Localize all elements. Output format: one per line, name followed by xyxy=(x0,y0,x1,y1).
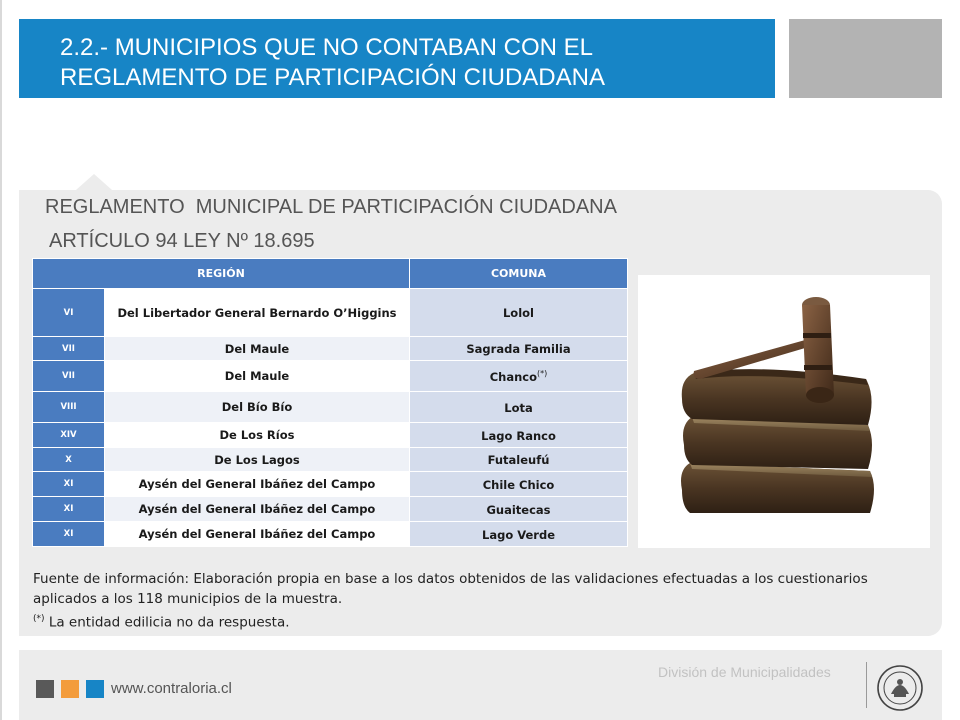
comuna-label: Lolol xyxy=(502,305,534,320)
footer-url: www.contraloria.cl xyxy=(111,680,232,697)
table-row xyxy=(33,337,628,361)
region-name: Aysén del General Ibáñez del Campo xyxy=(105,472,410,497)
region-number: X xyxy=(33,448,105,472)
region-number: VII xyxy=(33,361,105,392)
footnote-mark: (*) xyxy=(33,614,45,624)
comuna-name xyxy=(410,361,628,392)
comuna-label: Lota xyxy=(504,400,533,415)
contraloria-seal-icon xyxy=(876,664,924,712)
comuna-mark: (*) xyxy=(537,368,548,378)
table-row xyxy=(33,522,628,547)
region-number: XIV xyxy=(33,423,105,448)
column-header-comuna: COMUNA xyxy=(410,259,628,289)
comuna-label: Lago Verde xyxy=(482,527,555,542)
title-banner xyxy=(19,19,775,98)
footer-square-gray xyxy=(36,680,54,698)
region-name: Del Maule xyxy=(105,337,410,361)
title-line-2: REGLAMENTO DE PARTICIPACIÓN CIUDADANA xyxy=(60,64,605,91)
section-subheading: ARTÍCULO 94 LEY Nº 18.695 xyxy=(49,230,315,252)
table-row xyxy=(33,497,628,522)
gavel-on-books-illustration xyxy=(638,275,930,548)
comuna-label: Sagrada Familia xyxy=(466,341,571,356)
municipalities-table xyxy=(32,258,628,547)
panel-notch xyxy=(76,174,112,190)
table-row xyxy=(33,392,628,423)
table-row xyxy=(33,423,628,448)
table-row xyxy=(33,361,628,392)
table-row xyxy=(33,448,628,472)
footnote-text: La entidad edilicia no da respuesta. xyxy=(44,614,290,631)
comuna-label: Lago Ranco xyxy=(481,428,556,443)
region-number: VI xyxy=(33,289,105,337)
region-number: VII xyxy=(33,337,105,361)
comuna-name xyxy=(410,522,628,547)
comuna-label: Futaleufú xyxy=(487,452,550,467)
region-name: De Los Ríos xyxy=(105,423,410,448)
source-note xyxy=(33,569,883,633)
footnote xyxy=(33,609,883,633)
region-name: Del Maule xyxy=(105,361,410,392)
comuna-name xyxy=(410,448,628,472)
footer-square-orange xyxy=(61,680,79,698)
footer-division-label: División de Municipalidades xyxy=(658,664,831,680)
footer-square-blue xyxy=(86,680,104,698)
column-header-region: REGIÓN xyxy=(33,259,410,289)
region-name: Aysén del General Ibáñez del Campo xyxy=(105,497,410,522)
section-heading: REGLAMENTO MUNICIPAL DE PARTICIPACIÓN CIUDADANA xyxy=(45,196,617,218)
table-header-row xyxy=(33,259,628,289)
region-number: XI xyxy=(33,472,105,497)
gavel-books-image xyxy=(638,275,930,548)
region-name: Del Libertador General Bernardo O’Higgins xyxy=(105,289,410,337)
footer-divider xyxy=(866,662,867,708)
comuna-label: Chanco xyxy=(489,369,538,384)
region-number: VIII xyxy=(33,392,105,423)
comuna-name xyxy=(410,497,628,522)
left-rule xyxy=(0,0,2,720)
region-name: Aysén del General Ibáñez del Campo xyxy=(105,522,410,547)
header-gray-block xyxy=(789,19,942,98)
comuna-name xyxy=(410,337,628,361)
region-number: XI xyxy=(33,522,105,547)
source-text: Fuente de información: Elaboración propia en base a los datos obtenidos de las validaciones efectuadas a los cuestionarios aplicados a los 118 municipios de la muestra. xyxy=(33,571,868,607)
table-row xyxy=(33,472,628,497)
comuna-label: Guaitecas xyxy=(486,502,551,517)
comuna-label: Chile Chico xyxy=(482,477,555,492)
comuna-name xyxy=(410,423,628,448)
comuna-name xyxy=(410,392,628,423)
title-line-1: 2.2.- MUNICIPIOS QUE NO CONTABAN CON EL xyxy=(60,34,593,61)
comuna-name xyxy=(410,289,628,337)
table-row xyxy=(33,289,628,337)
comuna-name xyxy=(410,472,628,497)
region-name: De Los Lagos xyxy=(105,448,410,472)
region-name: Del Bío Bío xyxy=(105,392,410,423)
region-number: XI xyxy=(33,497,105,522)
